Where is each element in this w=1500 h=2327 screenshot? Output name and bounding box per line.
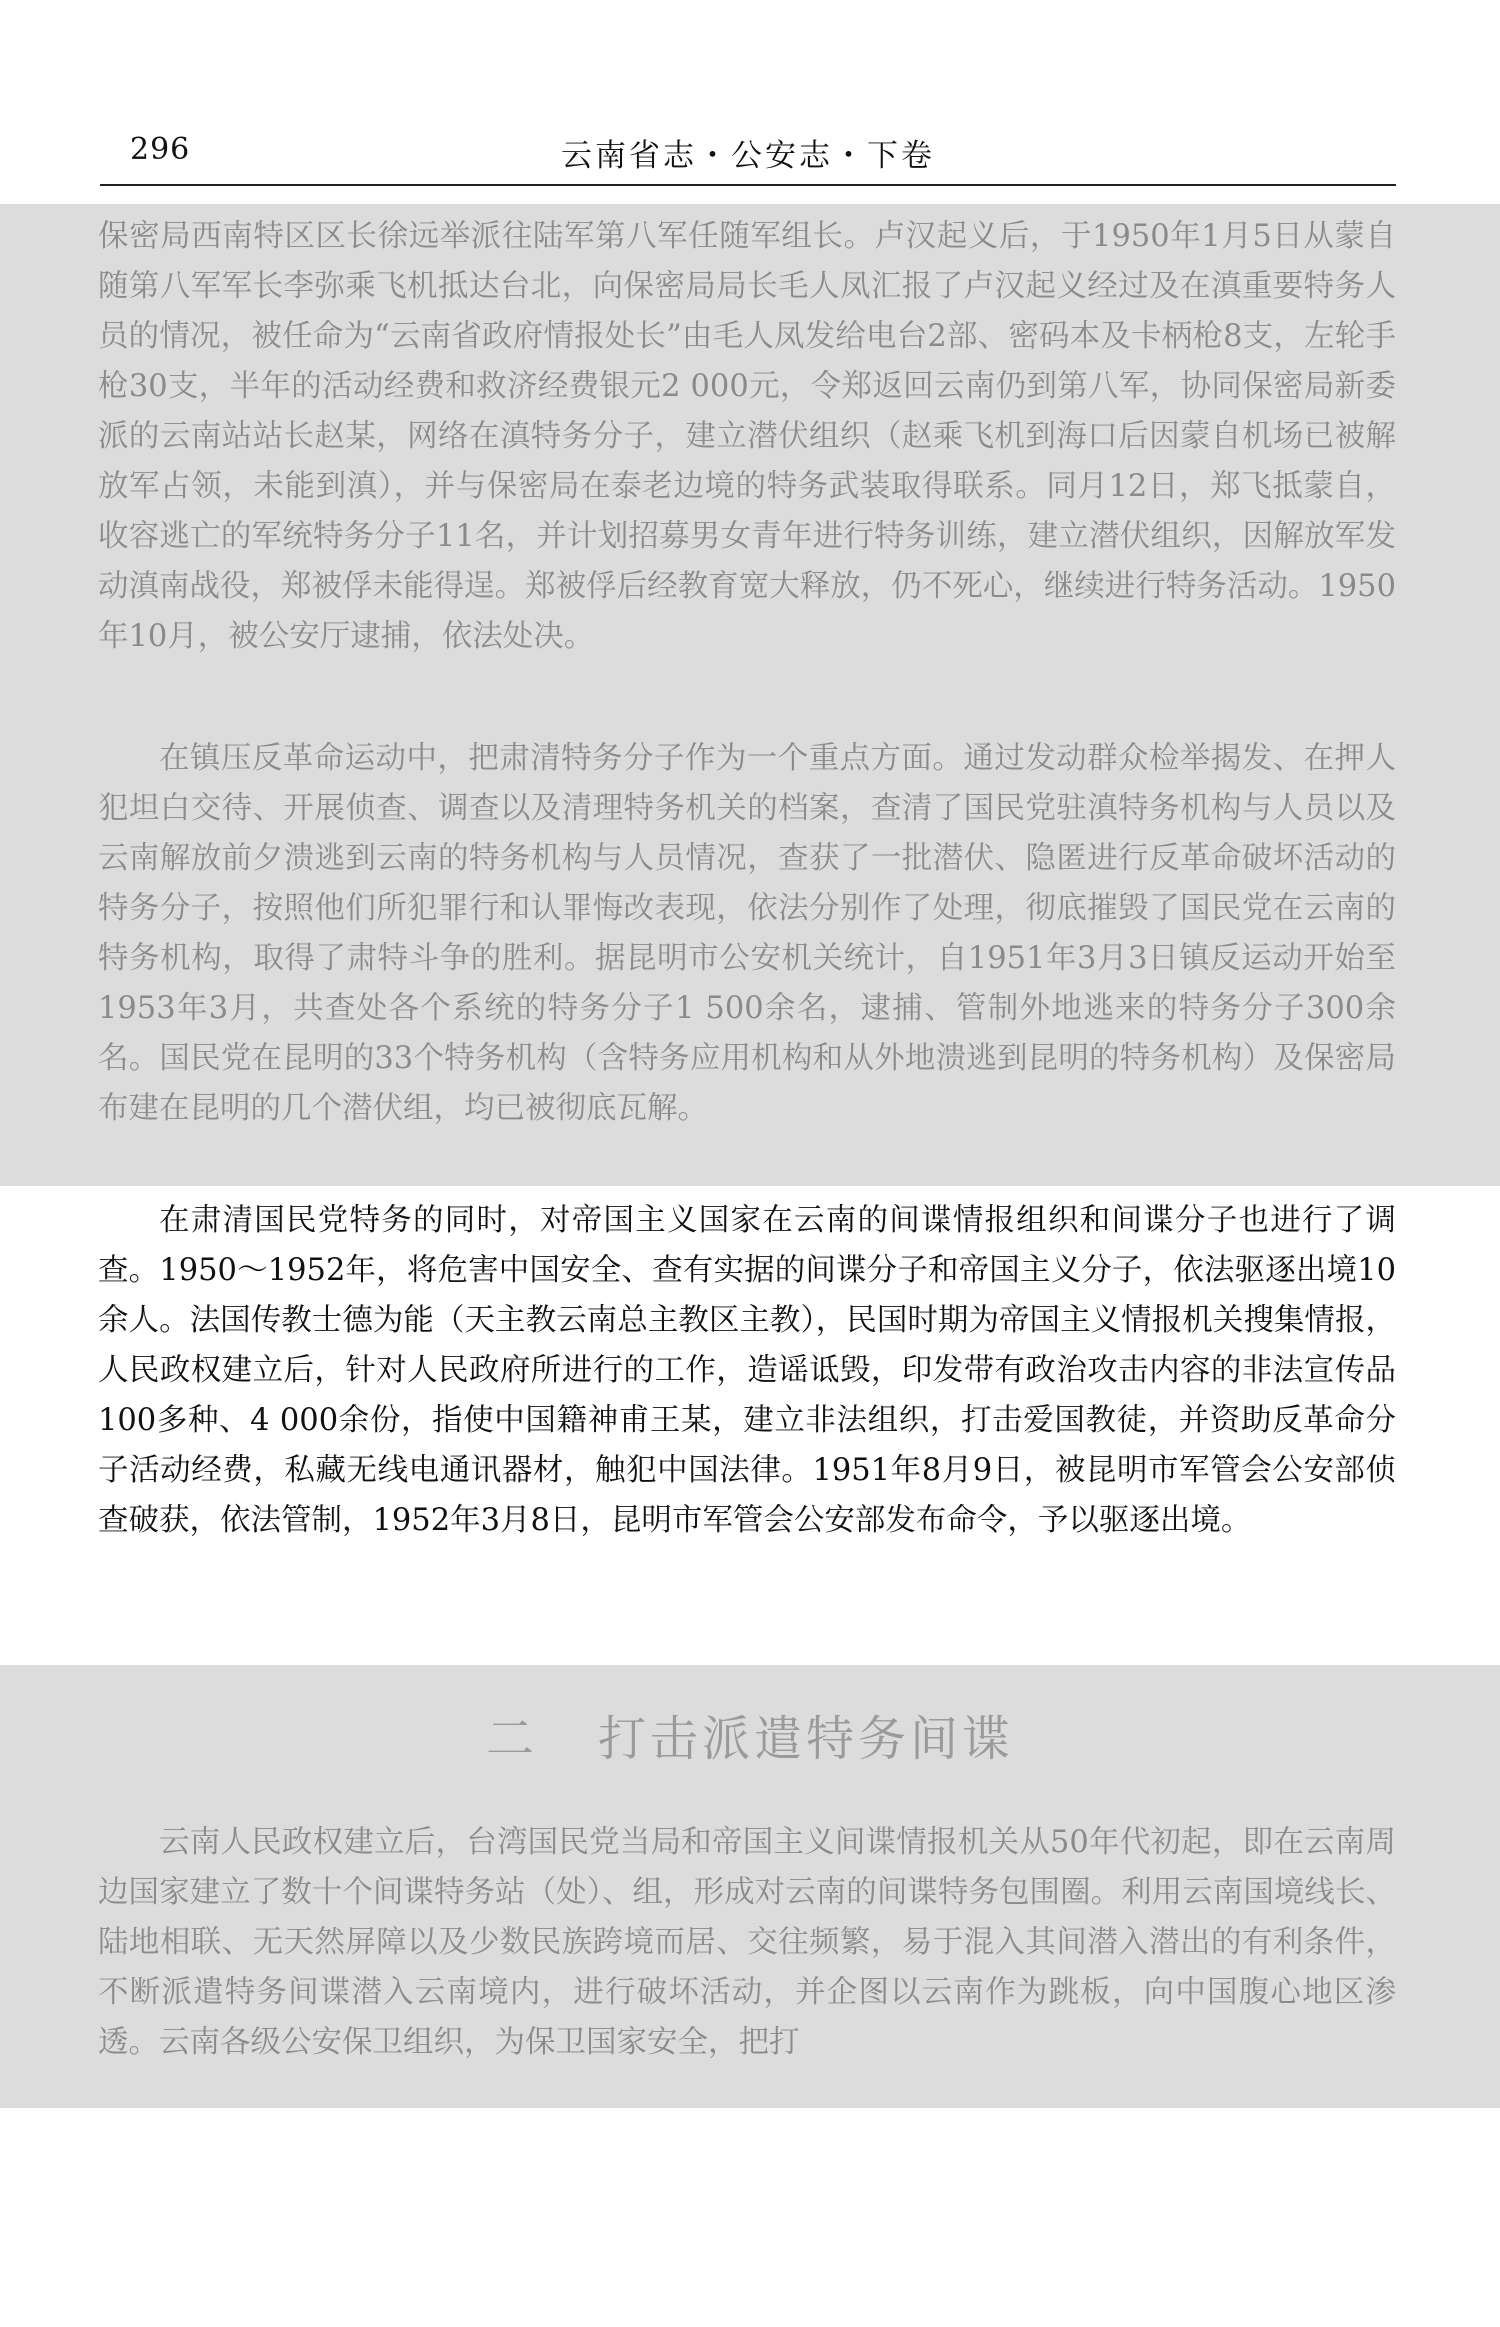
page-header <box>100 128 1396 186</box>
section-number: 二 <box>485 1711 538 1767</box>
section-heading <box>0 1700 1500 1769</box>
paragraph-imperialist-spies: 在肃清国民党特务的同时，对帝国主义国家在云南的间谍情报组织和间谍分子也进行了调查。1950～1952年，将危害中国安全、查有实据的间谍分子和帝国主义分子，依法驱逐出境10余人。法国传教士德为能（天主教云南总主教区主教），民国时期为帝国主义情报机关搜集情报，人民政权建立后，针对人民政府所进行的工作，造谣诋毁，印发带有政治攻击内容的非法宣传品100多种、4 000余份，指使中国籍神甫王某，建立非法组织，打击爱国教徒，并资助反革命分子活动经费，私藏无线电通讯器材，触犯中国法律。1951年8月9日，被昆明市军管会公安部侦查破获，依法管制，1952年3月8日，昆明市军管会公安部发布命令，予以驱逐出境。 <box>98 1203 1396 1538</box>
paragraph-section-two: 云南人民政权建立后，台湾国民党当局和帝国主义间谍情报机关从50年代初起，即在云南周边国家建立了数十个间谍特务站（处）、组，形成对云南的间谍特务包围圈。利用云南国境线长、陆地相联、无天然屏障以及少数民族跨境而居、交往频繁，易于混入其间潜入潜出的有利条件，不断派遣特务间谍潜入云南境内，进行破坏活动，并企图以云南作为跳板，向中国腹心地区渗透。云南各级公安保卫组织，为保卫国家安全，把打 <box>98 1825 1396 2060</box>
paragraph-continued: 保密局西南特区区长徐远举派往陆军第八军任随军组长。卢汉起义后，于1950年1月5日从蒙自随第八军军长李弥乘飞机抵达台北，向保密局局长毛人凤汇报了卢汉起义经过及在滇重要特务人员的情况，被任命为“云南省政府情报处长”由毛人凤发给电台2部、密码本及卡柄枪8支，左轮手枪30支，半年的活动经费和救济经费银元2 000元，令郑返回云南仍到第八军，协同保密局新委派的云南站站长赵某，网络在滇特务分子，建立潜伏组织（赵乘飞机到海口后因蒙自机场已被解放军占领，未能到滇），并与保密局在泰老边境的特务武装取得联系。同月12日，郑飞抵蒙自，收容逃亡的军统特务分子11名，并计划招募男女青年进行特务训练，建立潜伏组织，因解放军发动滇南战役，郑被俘未能得逞。郑被俘后经教育宽大释放，仍不死心，继续进行特务活动。1950年10月，被公安厅逮捕，依法处决。 <box>98 219 1396 654</box>
paragraph-suppression-campaign: 在镇压反革命运动中，把肃清特务分子作为一个重点方面。通过发动群众检举揭发、在押人犯坦白交待、开展侦查、调查以及清理特务机关的档案，查清了国民党驻滇特务机构与人员以及云南解放前夕溃逃到云南的特务机构与人员情况，查获了一批潜伏、隐匿进行反革命破坏活动的特务分子，按照他们所犯罪行和认罪悔改表现，依法分别作了处理，彻底摧毁了国民党在云南的特务机构，取得了肃特斗争的胜利。据昆明市公安机关统计，自1951年3月3日镇反运动开始至1953年3月，共查处各个系统的特务分子1 500余名，逮捕、管制外地逃来的特务分子300余名。国民党在昆明的33个特务机构（含特务应用机构和从外地溃逃到昆明的特务机构）及保密局布建在昆明的几个潜伏组，均已被彻底瓦解。 <box>98 741 1396 1126</box>
section-title: 打击派遣特务间谍 <box>598 1711 1015 1767</box>
page-number: 296 <box>130 132 191 167</box>
running-title: 云南省志・公安志・下卷 <box>561 138 935 174</box>
